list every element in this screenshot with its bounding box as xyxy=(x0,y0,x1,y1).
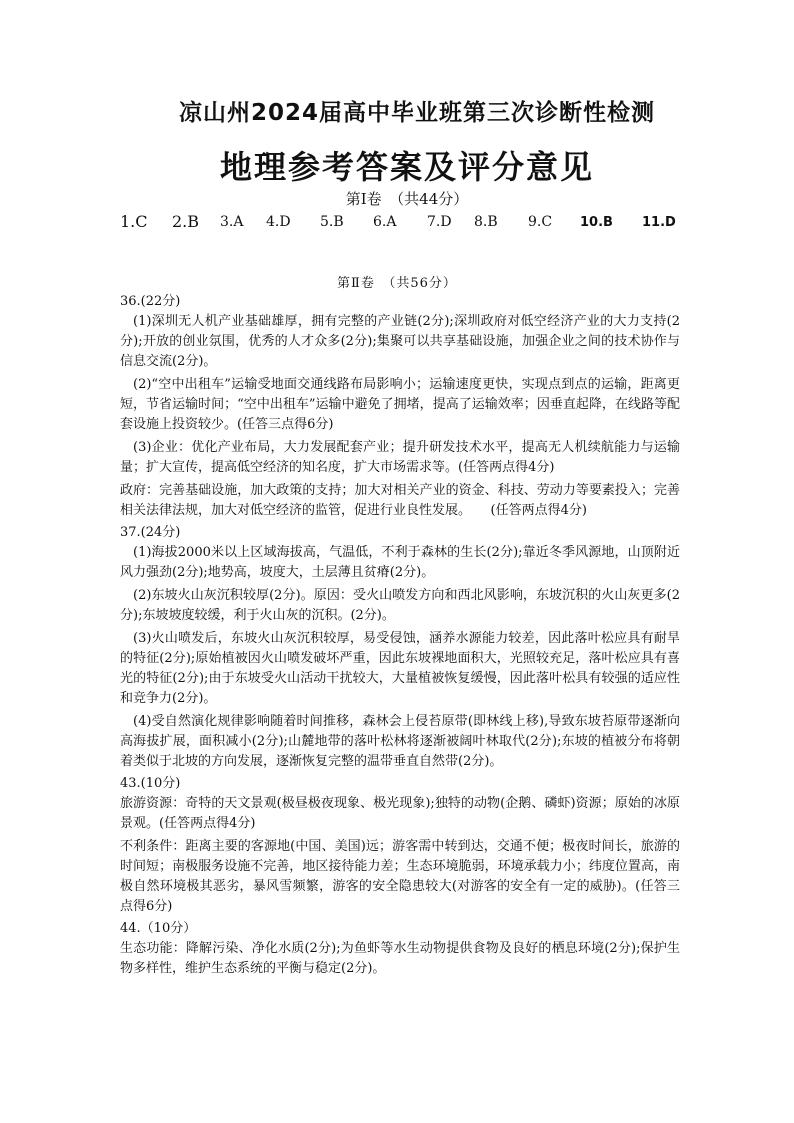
exam-title: 凉山州2024届高中毕业班第三次诊断性检测 xyxy=(178,100,655,126)
answer-9: 9.C xyxy=(528,214,553,230)
answer-11: 11.D xyxy=(642,215,676,230)
answer-8: 8.B xyxy=(474,214,498,230)
question-43-heading: 43.(10分) xyxy=(120,776,181,791)
answer-5: 5.B xyxy=(320,214,344,230)
question-36-part-1: (1)深圳无人机产业基础雄厚，拥有完整的产业链(2分);深圳政府对低空经济产业的大力支持(2分);开放的创业氛围，优秀的人才众多(2分);集聚可以共享基础设施，加强企业之间的技术协作与信息交流(2分)。 xyxy=(120,314,680,369)
answer-10: 10.B xyxy=(580,215,613,230)
answer-2: 2.B xyxy=(172,212,200,231)
question-36-part-2: (2)“空中出租车”运输受地面交通线路布局影响小；运输速度更快，实现点到点的运输，距离更短，节省运输时间；“空中出租车”运输中避免了拥堵，提高了运输效率；因垂直起降，在线路等配套设施上投资较少。(任答三点得6分) xyxy=(120,377,680,432)
section1-label: 第Ⅰ卷 （共44分） xyxy=(345,190,469,208)
answer-6: 6.A xyxy=(373,214,397,230)
question-37-part-2: (2)东坡火山灰沉积较厚(2分)。原因：受火山喷发方向和西北风影响，东坡沉积的火山灰更多(2分);东坡坡度较缓，利于火山灰的沉积。(2分)。 xyxy=(120,588,680,623)
answer-1: 1.C xyxy=(120,212,148,231)
answer-7: 7.D xyxy=(427,214,452,230)
question-43-disadvantages: 不利条件：距离主要的客源地(中国、美国)远；游客需中转到达，交通不便；极夜时间长，旅游的时间短；南极服务设施不完善，地区接待能力差；生态环境脆弱，环境承载力小；纬度位置高，南极自然环境极其恶劣，暴风雪频繁，游客的安全隐患较大(对游客的安全有一定的威胁)。(任答三点得6分) xyxy=(120,839,680,914)
question-36-part-3-government: 政府：完善基础设施，加大政策的支持；加大对相关产业的资金、科技、劳动力等要素投入；完善相关法律法规，加大对低空经济的监管，促进行业良性发展。 (任答两点得4分) xyxy=(120,483,680,518)
answer-4: 4.D xyxy=(266,214,291,230)
question-37-part-4: (4)受自然演化规律影响随着时间推移，森林会上侵苔原带(即林线上移),导致东坡苔原带逐渐向高海拔扩展，面积减小(2分);山麓地带的落叶松林将逐渐被阔叶林取代(2分);东坡的植被分布将朝着类似于北坡的方向发展，逐渐恢复完整的温带垂直自然带(2分)。 xyxy=(120,714,680,769)
question-44-heading: 44.（10分） xyxy=(120,921,197,936)
question-44-functions: 生态功能：降解污染、净化水质(2分);为鱼虾等水生动物提供食物及良好的栖息环境(2分);保护生物多样性，维护生态系统的平衡与稳定(2分)。 xyxy=(120,941,680,976)
question-43-resources: 旅游资源：奇特的天文景观(极昼极夜现象、极光现象);独特的动物(企鹅、磷虾)资源；原始的冰原景观。(任答两点得4分) xyxy=(120,796,680,831)
question-36-heading: 36.(22分) xyxy=(120,294,181,309)
question-37-part-1: (1)海拔2000米以上区域海拔高，气温低，不利于森林的生长(2分);靠近冬季风源地，山顶附近风力强劲(2分);地势高，坡度大，土层薄且贫瘠(2分)。 xyxy=(120,545,680,580)
choice-answers xyxy=(120,212,680,236)
question-37-part-3: (3)火山喷发后，东坡火山灰沉积较厚，易受侵蚀，涵养水源能力较差，因此落叶松应具有耐旱的特征(2分);原始植被因火山喷发破坏严重，因此东坡裸地面积大，光照较充足，落叶松应具有喜光的特征(2分);由于东坡受火山活动干扰较大，大量植被恢复缓慢，因此落叶松具有较强的适应性和竞争力(2分)。 xyxy=(120,631,680,706)
answer-body xyxy=(120,292,680,979)
document-title: 地理参考答案及评分意见 xyxy=(219,148,594,186)
question-37-heading: 37.(24分) xyxy=(120,525,181,540)
question-36-part-3: (3)企业：优化产业布局，大力发展配套产业；提升研发技术水平，提高无人机续航能力与运输量；扩大宣传，提高低空经济的知名度，扩大市场需求等。(任答两点得4分) xyxy=(120,440,680,475)
section2-label: 第Ⅱ卷 （共56分） xyxy=(337,276,457,291)
answer-3: 3.A xyxy=(220,214,244,230)
